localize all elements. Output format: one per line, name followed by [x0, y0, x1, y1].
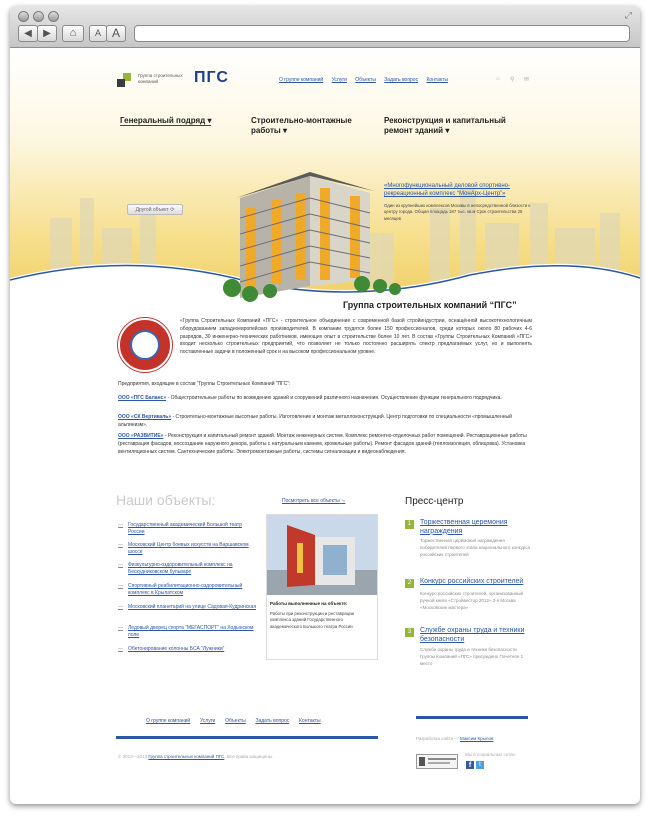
hero-banner: [10, 48, 640, 308]
about-title: Группа строительных компаний “ПГС”: [343, 300, 517, 310]
zoom-icon[interactable]: [48, 11, 59, 22]
object-item[interactable]: — Московский Центр боевых искусств на Варшавском шоссе: [118, 542, 249, 556]
news-number: 3: [405, 628, 414, 637]
forward-button[interactable]: ▶: [37, 25, 57, 42]
developer-credit: Разработка сайта — Максим Крылов: [416, 736, 494, 741]
menu-reconstruction[interactable]: Реконструкция и капитальный ремонт зданий ▾: [384, 116, 506, 135]
twitter-icon[interactable]: t: [476, 761, 484, 769]
copyright: © 2013—2013 Группа строительных компаний ПГС. Все права защищены.: [118, 754, 274, 759]
certificate-seal-icon: [118, 318, 172, 372]
social-label: Мы в социальных сетях:: [465, 752, 517, 757]
object-item[interactable]: — Ледовый дворец спорта “МЕГАСПОРТ” на Ходынском поле: [118, 625, 254, 639]
footer-link-question[interactable]: Задать вопрос: [255, 718, 290, 724]
chevron-down-icon: ▾: [282, 125, 287, 135]
object-item[interactable]: — Спортивный реабилитационно-оздоровительный комплекс в Крылатском: [118, 583, 243, 597]
company-link[interactable]: ООО «ПГС Баланс»: [118, 395, 167, 401]
logo-square-dark: [117, 79, 125, 87]
news-text: Конкурс российских строителей, организованный ручной книги «Стройвестор 2012» 3-я Москва «Московские мастера»: [420, 591, 524, 610]
object-item[interactable]: — Государственный академический Большой театр России: [118, 522, 242, 536]
back-button[interactable]: ◀: [18, 25, 38, 42]
web-page: [10, 48, 640, 804]
footer-divider: [116, 736, 378, 739]
font-increase-button[interactable]: A: [106, 25, 126, 42]
menu-general-contract[interactable]: Генеральный подряд ▾: [120, 116, 212, 125]
about-paragraph: «Группа Строительных Компаний «ПГС» - строительное объединение с современной базой стройиндустрии, оснащённой высокотехнологичным оборудованием западноевропейских производителей. В компании трудятся более 150 профессионалов, среди которых около 80 рабочих 4-6 разрядов, 30 инженерно-технических работников, имеющих опыт в строительстве более 10 лет. В состав «Группы Строительных Компаний «ПГС» входит несколько строительных предприятий, что позволяет не только постоянно расширять спектр предлагаемых услуг, но и выполнять поставленные задачи в положенный срок и на высоком профессиональном уровне.: [180, 318, 532, 355]
close-icon[interactable]: [18, 11, 29, 22]
promo-text: Один из крупнейших комплексов Москвы в непосредственной близости к центру города. Общая площадь 187 тыс. кв.м Срок строительства 28 месяцев: [384, 203, 531, 221]
company-link[interactable]: ООО «СК Вертикаль»: [118, 414, 172, 420]
browser-window: [10, 6, 640, 804]
objects-title: Наши объекты:: [116, 492, 216, 508]
building-illustration: [236, 172, 374, 298]
facebook-icon[interactable]: f: [466, 761, 474, 769]
topnav-about[interactable]: О группе компаний: [279, 77, 324, 83]
topnav-contacts[interactable]: Контакты: [426, 77, 449, 83]
news-title[interactable]: Торжественная церемония награждения: [420, 519, 508, 535]
news-text: Службе охраны труда и техники безопасности Группы Компаний «ПГС» присуждено Почетное 1 место: [420, 647, 524, 666]
object-photo[interactable]: [267, 515, 377, 595]
promo-title[interactable]: «Многофункциональный деловой спортивно-рекреационный комплекс “МонАрх-Центр”»: [384, 183, 510, 197]
browser-toolbar: [10, 6, 640, 48]
chevron-down-icon: ▾: [445, 125, 450, 135]
companies-intro: Предприятия, входящие в состав “Группы Строительных Компаний “ПГС”:: [118, 381, 291, 387]
company-link[interactable]: ООО «РАЗВИТИЕ»: [118, 433, 164, 439]
news-number: 1: [405, 520, 414, 529]
company-item: ООО «ПГС Баланс» - Общестроительные работы по возведению зданий и сооружений различного назначения. Осуществление функции генерального подрядчика.: [118, 395, 502, 401]
font-decrease-button[interactable]: A: [89, 25, 107, 42]
news-title[interactable]: Службе охраны труда и техники безопасности: [420, 627, 525, 643]
news-number: 2: [405, 579, 414, 588]
footer-link-about[interactable]: О группе компаний: [146, 718, 191, 724]
press-title: Пресс-центр: [405, 496, 464, 507]
city-skyline-illustration: [10, 48, 640, 308]
visit-counter[interactable]: [416, 754, 458, 769]
logo-mark[interactable]: ПГС: [194, 69, 229, 86]
home-small-icon[interactable]: ⌂: [496, 76, 500, 82]
search-icon[interactable]: ⚲: [510, 77, 515, 83]
object-item[interactable]: — Обетонирование колонны БСА “Лужники”: [118, 646, 225, 652]
address-bar[interactable]: [134, 25, 630, 42]
topnav-objects[interactable]: Объекты: [355, 77, 376, 83]
logo-subtitle: Группа строительных компаний: [138, 73, 183, 84]
mail-icon[interactable]: ✉: [524, 77, 530, 83]
minimize-icon[interactable]: [33, 11, 44, 22]
footer-link-objects[interactable]: Объекты: [225, 718, 246, 724]
show-all-objects-link[interactable]: Посмотреть все объекты ⇘: [282, 498, 346, 504]
refresh-icon: ⟳: [170, 207, 175, 213]
chevron-down-icon: ▾: [207, 116, 212, 125]
top-navigation: [279, 77, 448, 83]
object-item[interactable]: — Московский планетарий на улице Садовая-Кудринская: [118, 604, 257, 610]
topnav-question[interactable]: Задать вопрос: [384, 77, 419, 83]
object-card: [266, 514, 378, 660]
object-card-title: Работы выполненные на объекте:: [270, 601, 348, 606]
footer-divider: [416, 716, 528, 719]
developer-link[interactable]: Максим Крылов: [460, 736, 494, 741]
object-item[interactable]: — Физкультурно-оздоровительный комплекс на Бескудниковском бульваре: [118, 562, 233, 576]
news-title[interactable]: Конкурс российских строителей: [420, 578, 524, 585]
company-item: ООО «РАЗВИТИЕ» - Реконструкция и капитальный ремонт зданий. Монтаж инженерных систем. Комплекс ремонтно-отделочных работ помещений. Реставрационные работы (реставрация фасадов, воссоздание наружного декора, работы с натуральным камнем, кровельные работы). Ремонт фасадов зданий (теплоизоляция, облицовка). Установка вентиляционных систем. Сантехнические работы. Электромонтажные работы, системы сигнализации и видеонаблюдения.: [118, 433, 527, 455]
menu-construction-works[interactable]: Строительно-монтажные работы ▾: [251, 116, 352, 135]
footer-navigation: [146, 718, 321, 724]
arrow-icon: ⇘: [341, 498, 346, 504]
fullscreen-icon[interactable]: ⤢: [624, 10, 632, 20]
company-item: ООО «СК Вертикаль» - Строительно-монтажные высотные работы. Изготовление и монтаж металлоконструкций. Центр подготовки по специальности «промышленный альпинизм».: [118, 414, 512, 428]
topnav-services[interactable]: Услуги: [331, 77, 347, 83]
footer-link-services[interactable]: Услуги: [199, 718, 216, 724]
news-text: Торжественная церемония награждения победителей первого этапа национального конкурса российских строителей: [420, 538, 531, 557]
home-icon[interactable]: ⌂: [62, 25, 84, 42]
copyright-link[interactable]: Группа строительных компаний ПГС: [148, 754, 225, 759]
footer-link-contacts[interactable]: Контакты: [299, 718, 321, 724]
object-card-text: Работы при реконструкции и реставрации комплекса зданий Государственного академического Большого театра России: [270, 611, 354, 629]
other-object-button[interactable]: Другой объект ⟳: [127, 204, 183, 215]
